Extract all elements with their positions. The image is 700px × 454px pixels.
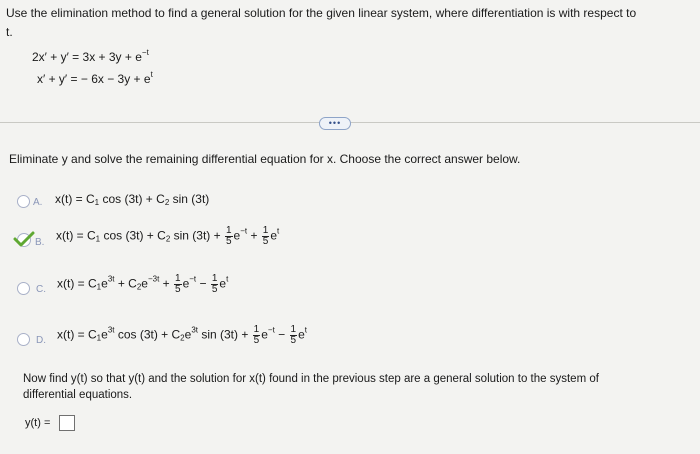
option-b-formula: $x(t) = C_1$ $\cos (3t) + C_2$ sin (3t) + $\frac{1}{5}$ $e^{-t}$ + $\frac{1}{5}$ $e^t$ [56, 225, 280, 247]
option-b-letter: B. [35, 237, 45, 248]
fraction: $\frac{1}{5}$ [175, 273, 181, 295]
fraction: $\frac{1}{5}$ [211, 273, 218, 295]
equation-1-exponent: −t [141, 48, 149, 57]
part2-text-line2: differential equations. [23, 389, 133, 401]
option-a-radio[interactable] [17, 195, 30, 208]
option-d-radio[interactable] [17, 333, 30, 346]
question-text-line1: Use the elimination method to find a general solution for the given linear system, where differentiation is with respect to [6, 6, 637, 20]
checkmark-icon [13, 231, 35, 247]
fraction: $\frac{1}{5}$ [253, 324, 260, 346]
more-button-label: ••• [328, 118, 342, 128]
equation-2 [37, 72, 153, 86]
option-a-letter: A. [33, 197, 43, 208]
part1-prompt: Eliminate y and solve the remaining differential equation for x. Choose the correct answer below. [9, 152, 521, 166]
fraction: $\frac{1}{5}$ [262, 225, 269, 247]
answer-label: y(t) = [25, 417, 51, 429]
answer-input[interactable] [59, 415, 75, 431]
equation-1 [32, 50, 149, 64]
equation-2-lhs: x′ + y′ = − 6x − 3y + e [37, 72, 151, 86]
option-d-formula: $x(t) = C_1e^{3t}$ $\cos (3t) + C_2e^{3t}$ sin (3t) + $\frac{1}{5}$ $e^{-t}$ − $\frac{1}{5}$ $e^t$ [57, 324, 307, 346]
fraction: $\frac{1}{5}$ [290, 324, 297, 346]
fraction: $\frac{1}{5}$ [225, 225, 232, 247]
part2-text-line1: Now find y(t) so that y(t) and the solution for x(t) found in the previous step are a general solution to the system of [23, 373, 599, 385]
question-text-line2: t. [6, 25, 13, 39]
more-button[interactable] [319, 117, 351, 130]
option-c-radio[interactable] [17, 282, 30, 295]
equation-2-exponent: t [150, 70, 153, 79]
option-c-letter: C. [36, 284, 46, 295]
option-c-formula: $x(t) = C_1e^{3t} + C_2e^{-3t}$ + $\frac{1}{5}$ $e^{-t}$ − $\frac{1}{5}$ $e^t$ [57, 273, 229, 295]
option-a-formula: $x(t) = C_1$ $\cos (3t) + C_2$ sin (3t) [55, 192, 210, 207]
option-d-letter: D. [36, 335, 46, 346]
equation-1-lhs: 2x′ + y′ = 3x + 3y + e [32, 50, 142, 64]
